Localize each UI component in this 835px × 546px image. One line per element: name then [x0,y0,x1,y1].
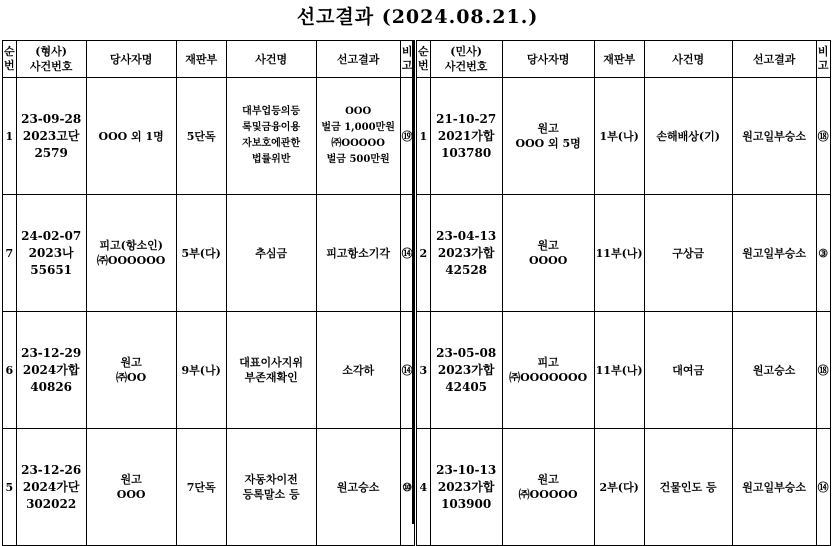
parties: 피고(항소인) ㈜OOOOOO [86,195,176,312]
row-number: 3 [417,312,431,429]
parties: 원고 ㈜OOOOO [502,429,594,546]
header-row [3,41,415,78]
case-name: 자동차이전 등록말소 등 [226,429,316,546]
table-row [417,195,831,312]
col-header-case-name: 사건명 [644,41,732,78]
col-header-case-no: (형사) 사건번호 [16,41,86,78]
note: ③ [816,195,830,312]
parties: OOO 외 1명 [86,78,176,195]
row-number: 4 [417,429,431,546]
case-name: 건물인도 등 [644,429,732,546]
table-row [3,195,415,312]
col-header-note: 비 고 [816,41,830,78]
division: 5단독 [176,78,226,195]
case-number: 23-12-26 2024가단 302022 [16,429,86,546]
table-row [417,312,831,429]
table-row [417,78,831,195]
result: 소각하 [316,312,400,429]
result: 피고항소기각 [316,195,400,312]
note: ⑱ [816,312,830,429]
parties: 피고 ㈜OOOOOOO [502,312,594,429]
col-header-result: 선고결과 [732,41,816,78]
row-number: 1 [417,78,431,195]
col-header-division: 재판부 [594,41,644,78]
case-name: 대여금 [644,312,732,429]
division: 1부(나) [594,78,644,195]
case-number: 24-02-07 2023나 55651 [16,195,86,312]
table-row [3,78,415,195]
case-name: 대표이사지위 부존재확인 [226,312,316,429]
table-row [417,429,831,546]
row-number: 6 [3,312,17,429]
col-header-no: 순 번 [3,41,17,78]
result: 원고일부승소 [732,429,816,546]
table-row [3,312,415,429]
col-header-case-no: (민사) 사건번호 [430,41,502,78]
result: 원고승소 [316,429,400,546]
parties: 원고 OOO 외 5명 [502,78,594,195]
division: 2부(다) [594,429,644,546]
division: 7단독 [176,429,226,546]
row-number: 5 [3,429,17,546]
note: ⑲ [400,78,414,195]
result: OOO 벌금 1,000만원 ㈜OOOOO 벌금 500만원 [316,78,400,195]
note: ⑱ [816,78,830,195]
col-header-parties: 당사자명 [502,41,594,78]
note: ⑭ [400,195,414,312]
table-divider [412,40,414,524]
case-number: 23-04-13 2023가합 42528 [430,195,502,312]
division: 5부(다) [176,195,226,312]
col-header-note: 비 고 [400,41,414,78]
table-row [3,429,415,546]
case-name: 손해배상(기) [644,78,732,195]
col-header-division: 재판부 [176,41,226,78]
result: 원고일부승소 [732,195,816,312]
note: ⑩ [400,429,414,546]
case-name: 추심금 [226,195,316,312]
case-name: 구상금 [644,195,732,312]
col-header-case-name: 사건명 [226,41,316,78]
division: 11부(나) [594,312,644,429]
case-number: 23-12-29 2024가합 40826 [16,312,86,429]
case-number: 23-09-28 2023고단 2579 [16,78,86,195]
note: ⑭ [400,312,414,429]
col-header-no: 순 번 [417,41,431,78]
civil-results-table [416,40,831,546]
case-number: 23-05-08 2023가합 42405 [430,312,502,429]
result: 원고일부승소 [732,78,816,195]
result: 원고승소 [732,312,816,429]
header-row [417,41,831,78]
note: ⑭ [816,429,830,546]
parties: 원고 ㈜OO [86,312,176,429]
division: 9부(나) [176,312,226,429]
case-name: 대부업등의등 록및금융이용 자보호에관한 법률위반 [226,78,316,195]
parties: 원고 OOO [86,429,176,546]
page-title: 선고결과 (2024.08.21.) [296,6,539,28]
parties: 원고 OOOO [502,195,594,312]
division: 11부(나) [594,195,644,312]
row-number: 1 [3,78,17,195]
row-number: 7 [3,195,17,312]
col-header-parties: 당사자명 [86,41,176,78]
criminal-results-table [2,40,415,546]
case-number: 23-10-13 2023가합 103900 [430,429,502,546]
row-number: 2 [417,195,431,312]
case-number: 21-10-27 2021가합 103780 [430,78,502,195]
col-header-result: 선고결과 [316,41,400,78]
